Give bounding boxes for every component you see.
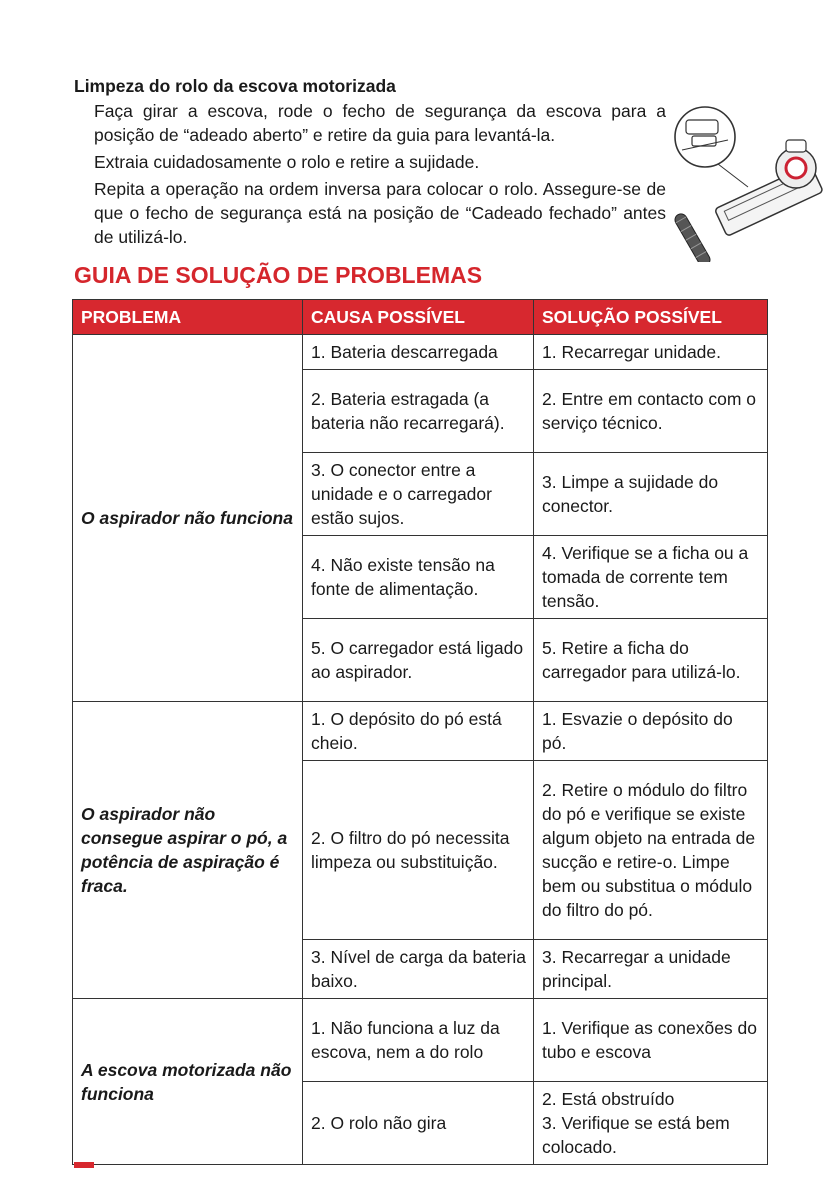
cause-cell: 5. O carregador está ligado ao aspirador. — [303, 619, 534, 702]
solution-cell: 1. Recarregar unidade. — [534, 335, 768, 370]
solution-cell: 1. Verifique as conexões do tubo e escova — [534, 999, 768, 1082]
troubleshooting-table — [72, 299, 768, 1165]
section-title: Limpeza do rolo da escova motorizada — [74, 76, 396, 96]
page-number-mark — [74, 1162, 94, 1168]
solution-cell: 2. Retire o módulo do filtro do pó e verifique se existe algum objeto na entrada de sucção e retire-o. Limpe bem ou substitua o módulo do filtro do pó. — [534, 761, 768, 940]
cause-cell: 3. Nível de carga da bateria baixo. — [303, 940, 534, 999]
cause-cell: 3. O conector entre a unidade e o carregador estão sujos. — [303, 453, 534, 536]
table-row — [73, 999, 768, 1082]
intro-text — [94, 99, 666, 252]
cause-cell: 2. Bateria estragada (a bateria não recarregará). — [303, 370, 534, 453]
solution-cell: 3. Limpe a sujidade do conector. — [534, 453, 768, 536]
paragraph: Faça girar a escova, rode o fecho de segurança da escova para a posição de “adeado aberto” e retire da guia para levantá-la. — [94, 101, 666, 145]
solution-cell: 2. Está obstruído 3. Verifique se está bem colocado. — [534, 1082, 768, 1165]
solution-cell: 2. Entre em contacto com o serviço técnico. — [534, 370, 768, 453]
guide-title: GUIA DE SOLUÇÃO DE PROBLEMAS — [74, 262, 483, 288]
header-solution: SOLUÇÃO POSSÍVEL — [534, 300, 768, 335]
solution-cell: 3. Recarregar a unidade principal. — [534, 940, 768, 999]
cause-cell: 1. O depósito do pó está cheio. — [303, 702, 534, 761]
table-header-row — [73, 300, 768, 335]
table-row — [73, 702, 768, 761]
cause-cell: 4. Não existe tensão na fonte de alimentação. — [303, 536, 534, 619]
table-row — [73, 335, 768, 370]
solution-cell: 1. Esvazie o depósito do pó. — [534, 702, 768, 761]
header-problem: PROBLEMA — [73, 300, 303, 335]
paragraph: Repita a operação na ordem inversa para colocar o rolo. Assegure-se de que o fecho de segurança está na posição de “Cadeado fechado” antes de utilizá-lo. — [94, 179, 666, 247]
header-cause: CAUSA POSSÍVEL — [303, 300, 534, 335]
problem-cell: O aspirador não funciona — [73, 335, 303, 702]
solution-cell: 4. Verifique se a ficha ou a tomada de corrente tem tensão. — [534, 536, 768, 619]
cause-cell: 1. Bateria descarregada — [303, 335, 534, 370]
cause-cell: 2. O filtro do pó necessita limpeza ou substituição. — [303, 761, 534, 940]
cause-cell: 1. Não funciona a luz da escova, nem a do rolo — [303, 999, 534, 1082]
problem-cell: A escova motorizada não funciona — [73, 999, 303, 1165]
problem-cell: O aspirador não consegue aspirar o pó, a potência de aspiração é fraca. — [73, 702, 303, 999]
paragraph: Extraia cuidadosamente o rolo e retire a sujidade. — [94, 152, 480, 172]
cause-cell: 2. O rolo não gira — [303, 1082, 534, 1165]
brush-roller-illustration — [668, 92, 828, 262]
solution-cell: 5. Retire a ficha do carregador para utilizá-lo. — [534, 619, 768, 702]
